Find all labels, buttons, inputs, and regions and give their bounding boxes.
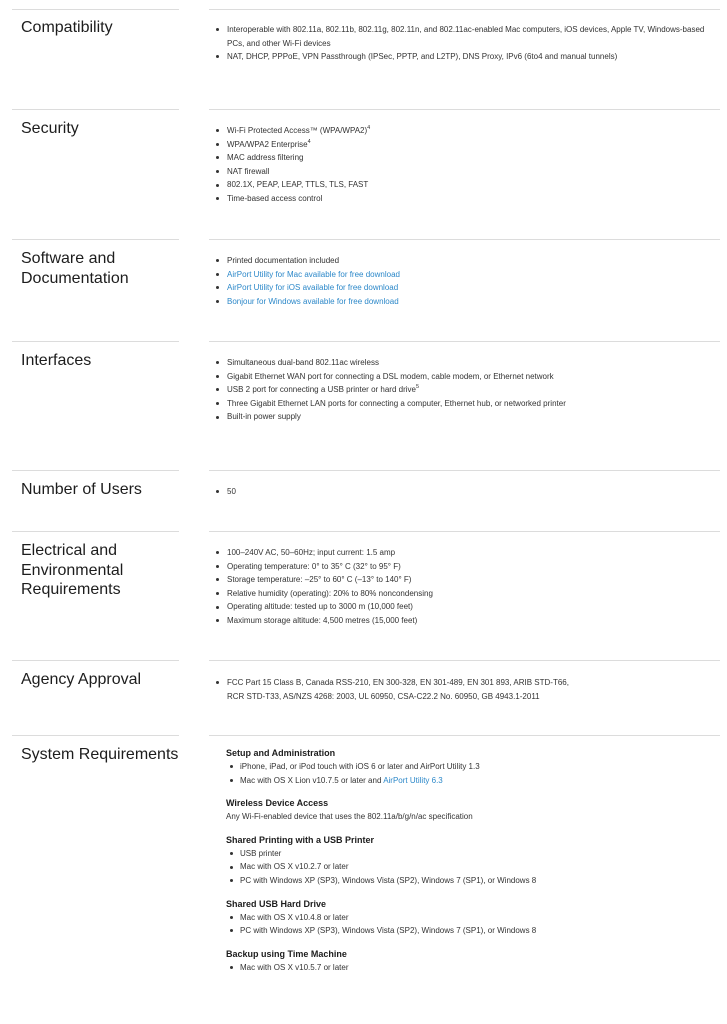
list-item: Relative humidity (operating): 20% to 80% noncondensing <box>212 587 712 601</box>
subsection-heading: Setup and Administration <box>226 748 336 758</box>
spec-list <box>211 847 712 888</box>
subsection-backup-time-machine <box>226 947 712 975</box>
divider <box>12 341 179 342</box>
divider <box>12 9 179 10</box>
list-item <box>212 281 712 295</box>
divider <box>12 531 179 532</box>
spec-list <box>211 760 712 787</box>
list-item: NAT firewall <box>212 165 712 179</box>
divider <box>12 660 179 661</box>
list-item: NAT, DHCP, PPPoE, VPN Passthrough (IPSec, PPTP, and L2TP), DNS Proxy, IPv6 (6to4 and manual tunnels) <box>212 50 712 64</box>
list-item: FCC Part 15 Class B, Canada RSS-210, EN 300-328, EN 301-489, EN 301 893, ARIB STD-T66, RCR STD-T33, AS/NZS 4268: 2003, UL 60950, CSA-C22.2 No. 60950, GB 4943.1-2011 <box>212 676 572 703</box>
section-content <box>226 746 712 983</box>
list-item: USB 2 port for connecting a USB printer or hard drive$^5$ <box>212 383 712 397</box>
divider <box>12 109 179 110</box>
list-item: Operating altitude: tested up to 3000 m (10,000 feet) <box>212 600 712 614</box>
divider <box>209 660 720 661</box>
list-item: Built-in power supply <box>212 410 712 424</box>
section-title: Number of Users <box>21 481 142 498</box>
divider <box>12 470 179 471</box>
subsection-heading: Wireless Device Access <box>226 798 329 809</box>
divider <box>209 109 720 110</box>
airport-utility-mac-link[interactable]: AirPort Utility for Mac available for free download <box>227 269 400 279</box>
list-item: Printed documentation included <box>212 254 712 268</box>
section-title: Electrical and Environmental Requirements <box>21 542 124 598</box>
spec-list <box>212 546 712 628</box>
section-title: System Requirements <box>21 746 179 763</box>
section-title: Software and Documentation <box>21 250 129 287</box>
footnote-ref[interactable]: 4 <box>307 138 311 145</box>
subsection-shared-printing <box>226 833 712 888</box>
spec-list <box>212 254 712 308</box>
list-item: Gigabit Ethernet WAN port for connecting a DSL modem, cable modem, or Ethernet network <box>212 370 712 384</box>
section-content <box>212 356 712 424</box>
list-item: Three Gigabit Ethernet LAN ports for connecting a computer, Ethernet hub, or networked printer <box>212 397 712 411</box>
spec-list <box>212 485 712 499</box>
list-item: Wi-Fi Protected Access™ $(WPA/WPA2)^4$ <box>212 124 712 138</box>
list-item: WPA/WPA2 Enterprise$^4$ <box>212 138 712 152</box>
list-item <box>212 268 712 282</box>
list-item: Mac with OS X v10.2.7 or later <box>211 860 712 874</box>
subsection-heading: Backup using Time Machine <box>226 948 347 959</box>
list-item: Mac with OS X Lion v10.7.5 or later and AirPort Utility 6.3 <box>211 774 712 788</box>
list-item: Storage temperature: –25° to 60° C (–13° to 140° F) <box>212 573 712 587</box>
spec-list <box>212 676 572 703</box>
section-title: Agency Approval <box>21 671 142 688</box>
airport-utility-link[interactable]: AirPort Utility 6.3 <box>383 775 443 785</box>
footnote-ref[interactable]: 5 <box>415 384 420 391</box>
list-item: 802.1X, PEAP, LEAP, TTLS, TLS, FAST <box>212 178 712 192</box>
list-item: Maximum storage altitude: 4,500 metres (15,000 feet) <box>212 614 712 628</box>
list-item: Mac with OS X v10.4.8 or later <box>211 911 712 925</box>
section-title: Interfaces <box>21 352 92 369</box>
list-item: PC with Windows XP (SP3), Windows Vista (SP2), Windows 7 (SP1), or Windows 8 <box>211 924 712 938</box>
list-item: PC with Windows XP (SP3), Windows Vista (SP2), Windows 7 (SP1), or Windows 8 <box>211 874 712 888</box>
footnote-ref[interactable]: 4 <box>367 125 371 131</box>
subsection-wireless-device-access <box>226 796 712 824</box>
list-item: Time-based access control <box>212 192 712 206</box>
subsection-heading: Shared Printing with a USB Printer <box>226 834 375 845</box>
subsection-setup-administration <box>226 746 712 787</box>
divider <box>12 239 179 240</box>
spec-list <box>211 911 712 938</box>
section-title: Compatibility <box>21 19 113 36</box>
section-content <box>212 546 712 628</box>
list-item: Operating temperature: 0° to 35° C (32° to 95° F) <box>212 560 712 574</box>
list-item: Interoperable with 802.11a, 802.11b, 802.11g, 802.11n, and 802.11ac-enabled Mac computers, iOS devices, Apple TV, Windows-based PCs, and other Wi-Fi devices <box>212 23 712 50</box>
divider <box>209 341 720 342</box>
divider <box>12 735 179 736</box>
spec-list <box>212 124 712 206</box>
spec-list <box>211 961 712 975</box>
list-item: MAC address filtering <box>212 151 712 165</box>
divider <box>209 735 720 736</box>
list-item: Simultaneous dual-band 802.11ac wireless <box>212 356 712 370</box>
section-content <box>212 254 712 308</box>
section-content <box>212 485 712 499</box>
list-item: 100–240V AC, 50–60Hz; input current: 1.5 amp <box>212 546 712 560</box>
divider <box>209 470 720 471</box>
section-content <box>212 676 572 703</box>
section-title: Security <box>21 120 79 137</box>
section-content <box>212 124 712 206</box>
list-item: Mac with OS X v10.5.7 or later <box>211 961 712 975</box>
spec-list <box>212 23 712 64</box>
list-item: 50 <box>212 485 712 499</box>
list-item <box>212 295 712 309</box>
section-content <box>212 23 712 64</box>
list-item: USB printer <box>211 847 712 861</box>
airport-utility-ios-link[interactable]: AirPort Utility for iOS available for free download <box>227 283 399 293</box>
spec-list <box>212 356 712 424</box>
divider <box>209 9 720 10</box>
divider <box>209 239 720 240</box>
subsection-shared-usb-hard-drive <box>226 897 712 938</box>
bonjour-windows-link[interactable]: Bonjour for Windows available for free download <box>227 296 399 306</box>
subsection-text: Any Wi-Fi-enabled device that uses the 802.11a/b/g/n/ac specification <box>226 812 473 822</box>
subsection-heading: Shared USB Hard Drive <box>226 898 327 909</box>
divider <box>209 531 720 532</box>
list-item: iPhone, iPad, or iPod touch with iOS 6 or later and AirPort Utility 1.3 <box>211 760 712 774</box>
